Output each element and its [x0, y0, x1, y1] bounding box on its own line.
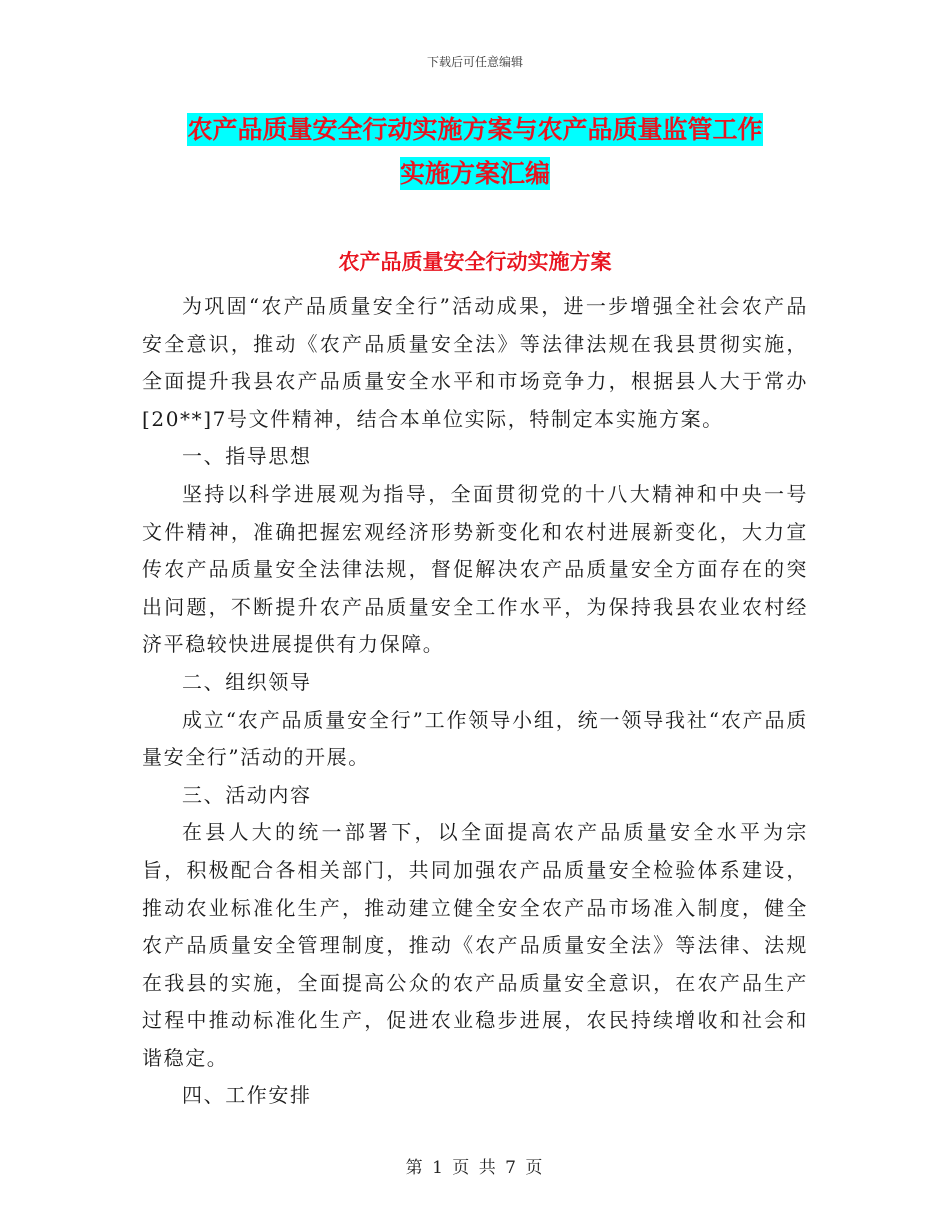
- header-note: 下载后可任意编辑: [426, 55, 523, 69]
- activity-content-paragraph: 在县人大的统一部署下，以全面提高农产品质量安全水平为宗旨，积极配合各相关部门，共同加强农产品质量安全检验体系建设，推动农业标准化生产，推动建立健全安全农产品市场准入制度，健全农产品质量安全管理制度，推动《农产品质量安全法》等法律、法规在我县的实施，全面提高公众的农产品质量安全意识，在农产品生产过程中推动标准化生产，促进农业稳步进展，农民持续增收和社会和谐稳定。: [142, 820, 808, 1070]
- heading-work-arrangement: 四、工作安排: [182, 1083, 312, 1108]
- section-title: 农产品质量安全行动实施方案: [338, 249, 612, 274]
- heading-guiding-ideology: 一、指导思想: [182, 444, 312, 469]
- guiding-ideology-paragraph: 坚持以科学进展观为指导，全面贯彻党的十八大精神和中央一号文件精神，准确把握宏观经济形势新变化和农村进展新变化，大力宣传农产品质量安全法律法规，督促解决农产品质量安全方面存在的突出问题，不断提升农产品质量安全工作水平，为保持我县农业农村经济平稳较快进展提供有力保障。: [142, 481, 808, 657]
- document-title: [120, 108, 830, 196]
- heading-organization: 二、组织领导: [182, 669, 312, 694]
- heading-activity-content: 三、活动内容: [182, 782, 312, 807]
- intro-paragraph: 为巩固“农产品质量安全行”活动成果，进一步增强全社会农产品安全意识，推动《农产品质量安全法》等法律法规在我县贯彻实施，全面提升我县农产品质量安全水平和市场竞争力，根据县人大于常办[20**]7号文件精神，结合本单位实际，特制定本实施方案。: [142, 294, 808, 431]
- title-line-2: 实施方案汇编: [399, 159, 550, 188]
- page-number: 第 1 页 共 7 页: [405, 1158, 545, 1178]
- organization-paragraph: 成立“农产品质量安全行”工作领导小组，统一领导我社“农产品质量安全行”活动的开展。: [142, 707, 808, 770]
- title-line-1: 农产品质量安全行动实施方案与农产品质量监管工作: [187, 115, 763, 144]
- document-body: [142, 288, 808, 1115]
